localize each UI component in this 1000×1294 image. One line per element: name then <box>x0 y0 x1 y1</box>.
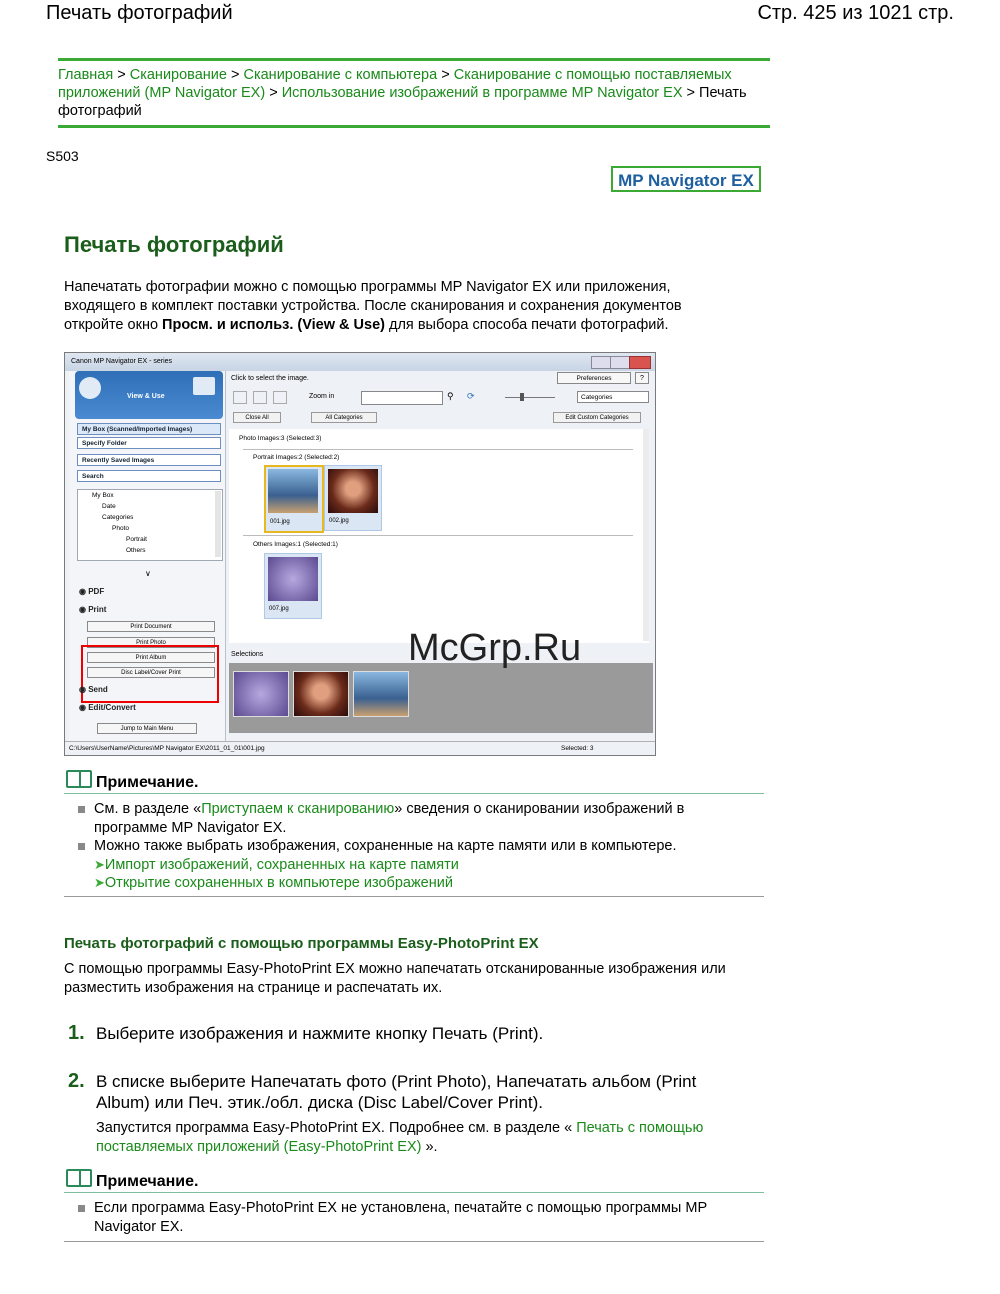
breadcrumb-separator: > <box>269 85 278 101</box>
link-easy-photoprint[interactable]: поставляемых приложений (Easy-PhotoPrint EX) <box>96 1139 422 1155</box>
section-title: Печать фотографий с помощью программы Easy-PhotoPrint EX <box>64 935 539 952</box>
link-getting-started[interactable]: Приступаем к сканированию <box>201 801 395 817</box>
section-line: С помощью программы Easy-PhotoPrint EX можно напечатать отсканированные изображения или <box>64 961 726 977</box>
help-button[interactable]: ? <box>635 372 649 384</box>
note-rule <box>64 1192 764 1193</box>
selected-thumbnail[interactable] <box>233 671 289 717</box>
section-line: разместить изображения на странице и распечатать их. <box>64 980 443 996</box>
send-label: Send <box>88 685 108 694</box>
note-text: Если программа Easy-PhotoPrint EX не установлена, печатайте с помощью программы MP <box>94 1200 708 1216</box>
grid-view-icon[interactable] <box>233 391 247 404</box>
note-heading: Примечание. <box>96 774 199 791</box>
minimize-icon[interactable] <box>591 356 611 369</box>
printer-icon: ◉ <box>79 605 86 614</box>
step-number: 2. <box>68 1070 85 1092</box>
monitor-icon <box>193 377 215 395</box>
window-titlebar <box>65 353 655 371</box>
tree-item[interactable]: Date <box>102 503 116 510</box>
tree-item[interactable]: Categories <box>102 514 134 521</box>
link-easy-photoprint[interactable]: Печать с помощью <box>576 1120 704 1136</box>
page-counter: Стр. 425 из 1021 стр. <box>757 2 954 24</box>
selections-label: Selections <box>231 651 264 658</box>
window-controls <box>591 356 649 368</box>
navigator-icon <box>79 377 101 399</box>
product-logo: MP Navigator EX <box>611 166 761 192</box>
zoom-slider-handle[interactable] <box>520 393 524 401</box>
left-panel <box>69 371 226 741</box>
thumbnail-filename: 002.jpg <box>329 518 349 524</box>
thumbnail-filename: 007.jpg <box>269 606 289 612</box>
note-text: » сведения о сканировании изображений в <box>394 801 685 817</box>
image-pane[interactable] <box>229 429 649 643</box>
edit-convert-item[interactable] <box>79 703 136 712</box>
search-input[interactable] <box>361 391 443 405</box>
edit-icon: ◉ <box>79 703 86 712</box>
step-line: В списке выберите Напечатать фото (Print Photo), Напечатать альбом (Print <box>96 1072 697 1091</box>
breadcrumb-separator: > <box>230 67 240 83</box>
link-import-memory-card[interactable]: Импорт изображений, сохраненных на карте памяти <box>104 857 459 873</box>
search-icon[interactable]: ⚲ <box>447 391 454 401</box>
note-end-rule <box>64 1241 764 1242</box>
recently-saved-button[interactable]: Recently Saved Images <box>77 454 221 466</box>
pdf-item[interactable] <box>79 587 104 596</box>
view-use-banner <box>75 371 223 419</box>
breadcrumb-separator: > <box>117 67 126 83</box>
link-open-saved-images[interactable]: Открытие сохраненных в компьютере изображений <box>104 875 453 891</box>
breadcrumb-separator: > <box>441 67 450 83</box>
bullet-icon <box>78 806 85 813</box>
step-number: 1. <box>68 1022 85 1044</box>
breadcrumb-separator: > <box>686 85 696 101</box>
note-link-line <box>94 873 453 893</box>
note-rule <box>64 793 764 794</box>
note-text: Navigator EX. <box>94 1219 184 1235</box>
thumbnail[interactable] <box>324 465 382 531</box>
tree-item[interactable]: Photo <box>112 525 129 532</box>
status-path: C:\Users\UserName\Pictures\MP Navigator EX\2011_01_01\001.jpg <box>69 745 265 752</box>
disc-label-button[interactable]: Disc Label/Cover Print <box>87 667 215 678</box>
zoom-in-label[interactable]: Zoom in <box>309 393 335 400</box>
note-heading: Примечание. <box>96 1173 199 1190</box>
app-screenshot <box>64 352 656 756</box>
intro-text: откройте окно <box>64 317 163 333</box>
categories-select[interactable]: Categories <box>577 391 649 403</box>
send-icon: ◉ <box>79 685 86 694</box>
breadcrumb-current: Печать фотографий <box>58 85 747 119</box>
highlight-box <box>81 645 219 703</box>
note-book-icon <box>66 770 92 788</box>
note-text: Можно также выбрать изображения, сохраненные на карте памяти или в компьютере. <box>94 838 677 854</box>
group-others-label: Others Images:1 (Selected:1) <box>253 541 338 548</box>
print-item[interactable] <box>79 605 106 614</box>
bottom-rule <box>58 125 770 128</box>
list-view-icon[interactable] <box>253 391 267 404</box>
tree-item[interactable]: Portrait <box>126 536 147 543</box>
view-use-label: View & Use <box>127 393 165 400</box>
thumbnail[interactable] <box>264 465 324 533</box>
pdf-label: PDF <box>88 587 105 596</box>
breadcrumb <box>58 66 773 120</box>
group-divider <box>243 449 633 450</box>
specify-folder-button[interactable]: Specify Folder <box>77 437 221 449</box>
group-portrait-label: Portrait Images:2 (Selected:2) <box>253 454 340 461</box>
group-photo-label: Photo Images:3 (Selected:3) <box>239 435 322 442</box>
status-bar <box>65 741 655 756</box>
tree-item[interactable]: Others <box>126 547 146 554</box>
edit-label: Edit/Convert <box>88 703 136 712</box>
detail-text: ». <box>421 1139 438 1155</box>
print-document-button[interactable]: Print Document <box>87 621 215 632</box>
note-link-line <box>94 855 459 875</box>
intro-line: входящего в комплект поставки устройства. После сканирования и сохранения документов <box>64 298 682 314</box>
maximize-icon[interactable] <box>610 356 630 369</box>
all-categories-button[interactable]: All Categories <box>311 412 377 423</box>
bullet-icon <box>78 1205 85 1212</box>
thumbnail-image <box>268 469 318 513</box>
search-button[interactable]: Search <box>77 470 221 482</box>
note-text: программе MP Navigator EX. <box>94 820 287 836</box>
watermark: McGrp.Ru <box>408 627 582 669</box>
bullet-icon <box>78 843 85 850</box>
tree-scrollbar[interactable] <box>215 491 221 557</box>
note-bullet <box>78 837 768 856</box>
thumbnail-filename: 001.jpg <box>270 519 290 525</box>
group-divider <box>243 535 633 536</box>
page-title: Печать фотографий <box>64 232 284 257</box>
note-bullet <box>78 800 768 838</box>
jump-main-menu-button[interactable]: Jump to Main Menu <box>97 723 197 734</box>
intro-line <box>64 316 764 335</box>
intro-bold: Просм. и использ. (View & Use) <box>162 317 385 333</box>
rotate-icon[interactable] <box>273 391 287 404</box>
page-header-title: Печать фотографий <box>46 2 233 24</box>
selected-thumbnail[interactable] <box>353 671 409 717</box>
close-all-button[interactable]: Close All <box>233 412 281 423</box>
edit-custom-categories-button[interactable]: Edit Custom Categories <box>553 412 641 423</box>
chevron-down-icon[interactable]: ∨ <box>145 569 151 578</box>
status-selected: Selected: 3 <box>561 745 594 752</box>
selected-thumbnail[interactable] <box>293 671 349 717</box>
click-hint: Click to select the image. <box>231 375 309 382</box>
close-icon[interactable] <box>629 356 651 369</box>
detail-text: Запустится программа Easy-PhotoPrint EX. Подробнее см. в разделе « <box>96 1120 573 1136</box>
print-album-button[interactable]: Print Album <box>87 652 215 663</box>
doc-code: S503 <box>46 148 79 164</box>
breadcrumb-link[interactable]: Сканирование с компьютера <box>243 67 438 83</box>
zoom-slider[interactable] <box>505 397 555 398</box>
breadcrumb-link[interactable]: Главная <box>58 67 114 83</box>
step-detail <box>96 1119 776 1157</box>
intro-line: Напечатать фотографии можно с помощью программы MP Navigator EX или приложения, <box>64 279 671 295</box>
selection-tray[interactable] <box>229 663 653 733</box>
image-scrollbar[interactable] <box>643 429 649 641</box>
thumbnail-image <box>268 557 318 601</box>
arrow-right-icon: ➤ <box>94 857 105 872</box>
breadcrumb-link[interactable]: Сканирование с помощью поставляемых приложений (MP Navigator EX) <box>58 67 732 101</box>
thumbnail-image <box>328 469 378 513</box>
section-paragraph <box>64 960 764 998</box>
note-end-rule <box>64 896 764 897</box>
note-text: См. в разделе « <box>94 801 202 817</box>
pdf-icon: ◉ <box>79 587 86 596</box>
note-book-icon <box>66 1169 92 1187</box>
top-rule <box>58 58 770 61</box>
tree-item[interactable]: My Box <box>92 492 114 499</box>
breadcrumb-link[interactable]: Использование изображений в программе MP Navigator EX <box>281 85 683 101</box>
thumbnail[interactable] <box>264 553 322 619</box>
print-photo-button[interactable]: Print Photo <box>87 637 215 648</box>
my-box-button[interactable]: My Box (Scanned/Imported Images) <box>77 423 221 435</box>
folder-tree[interactable] <box>77 489 223 561</box>
note-bullet <box>78 1199 768 1237</box>
intro-text: для выбора способа печати фотографий. <box>384 317 669 333</box>
print-label: Print <box>88 605 107 614</box>
intro-paragraph <box>64 278 764 335</box>
arrow-right-icon: ➤ <box>94 875 105 890</box>
window-title: Canon MP Navigator EX - series <box>71 358 173 365</box>
breadcrumb-link[interactable]: Сканирование <box>129 67 227 83</box>
send-item[interactable] <box>79 685 108 694</box>
preferences-button[interactable]: Preferences <box>557 372 631 384</box>
refresh-icon[interactable]: ⟳ <box>467 391 475 401</box>
step-text: Выберите изображения и нажмите кнопку Печать (Print). <box>96 1024 544 1043</box>
step-line: Album) или Печ. этик./обл. диска (Disc Label/Cover Print). <box>96 1093 543 1112</box>
step-text <box>96 1071 776 1113</box>
